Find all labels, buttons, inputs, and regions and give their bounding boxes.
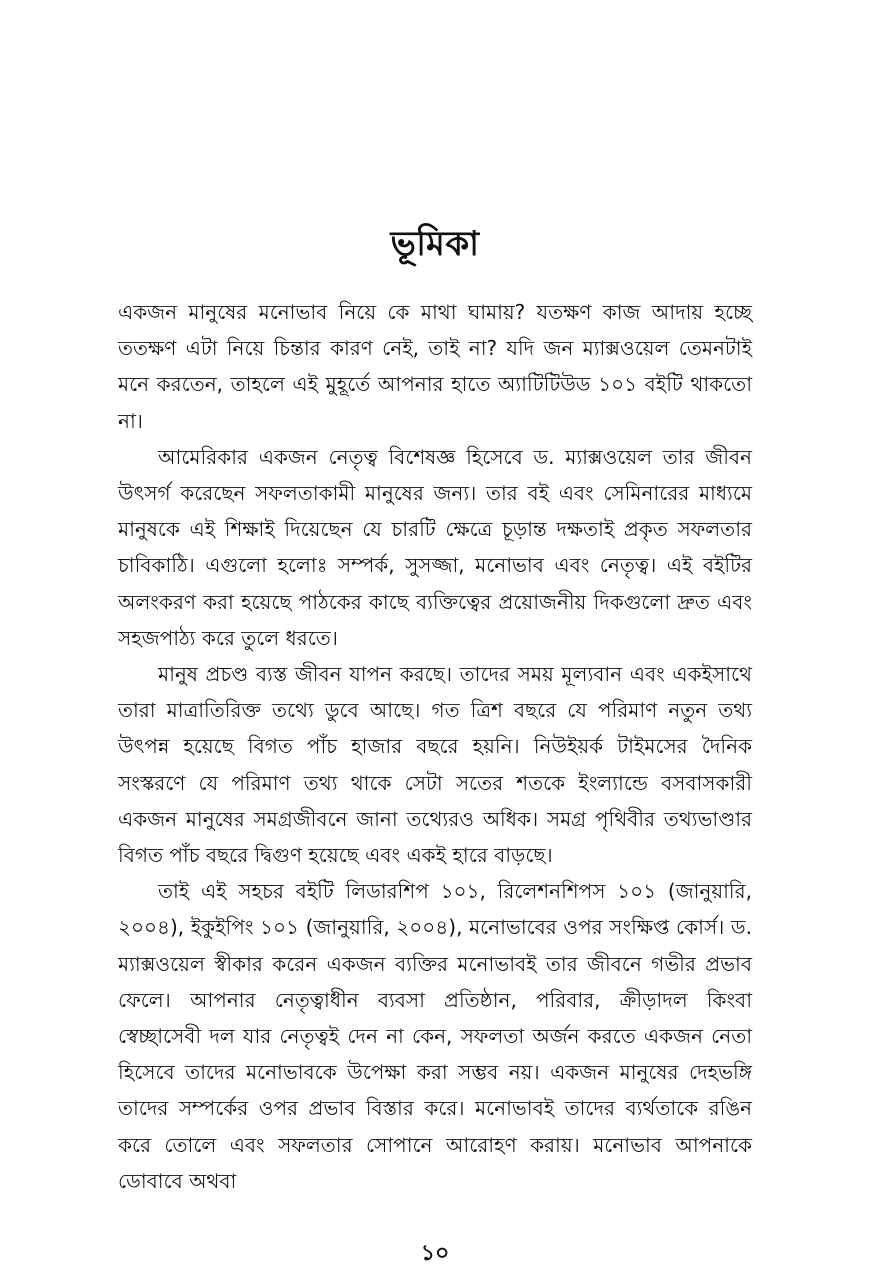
paragraph-1: একজন মানুষের মনোভাব নিয়ে কে মাথা ঘামায়? যতক্ষণ কাজ আদায় হচ্ছে ততক্ষণ এটা নিয়ে চিন্তার কারণ নেই, তাই না? যদি জন ম্যাক্সওয়েল তেমনটাই মনে করতেন, তাহলে এই মুহূর্তে আপনার হাতে অ্যাটিটিউড ১০১ বইটি থাকতো না। (118, 300, 752, 433)
paragraph-3: মানুষ প্রচণ্ড ব্যস্ত জীবন যাপন করছে। তাদের সময় মূল্যবান এবং একইসাথে তারা মাত্রাতিরিক্ত তথ্যে ডুবে আছে। গত ত্রিশ বছরে যে পরিমাণ নতুন তথ্য উৎপন্ন হয়েছে বিগত পাঁচ হাজার বছরে হয়নি। নিউইয়র্ক টাইমসের দৈনিক সংস্করণে যে পরিমাণ তথ্য থাকে সেটা সতের শতকে ইংল্যান্ডে বসবাসকারী একজন মানুষের সমগ্রজীবনে জানা তথ্যেরও অধিক। সমগ্র পৃথিবীর তথ্যভাণ্ডার বিগত পাঁচ বছরে দ্বিগুণ হয়েছে এবং একই হারে বাড়ছে। (118, 662, 752, 868)
page-title: ভূমিকা (390, 224, 480, 264)
paragraph-4: তাই এই সহচর বইটি লিডারশিপ ১০১, রিলেশনশিপস ১০১ (জানুয়ারি, ২০০৪), ইকুইপিং ১০১ (জানুয়ারি, ২০০৪), মনোভাবের ওপর সংক্ষিপ্ত কোর্স। ড. ম্যাক্সওয়েল স্বীকার করেন একজন ব্যক্তির মনোভাবই তার জীবনে গভীর প্রভাব ফেলে। আপনার নেতৃত্বাধীন ব্যবসা প্রতিষ্ঠান, পরিবার, ক্রীড়াদল কিংবা স্বেচ্ছাসেবী দল যার নেতৃত্বই দেন না কেন, সফলতা অর্জন করতে একজন নেতা হিসেবে তাদের মনোভাবকে উপেক্ষা করা সম্ভব নয়। একজন মানুষের দেহভঙ্গি তাদের সম্পর্কের ওপর প্রভাব বিস্তার করে। মনোভাবই তাদের ব্যর্থতাকে রঙিন করে তোলে এবং সফলতার সোপানে আরোহণ করায়। মনোভাব আপনাকে ডোবাবে অথবা (118, 879, 752, 1193)
body-text (118, 294, 752, 1199)
paragraph-2: আমেরিকার একজন নেতৃত্ব বিশেষজ্ঞ হিসেবে ড. ম্যাক্সওয়েল তার জীবন উৎসর্গ করেছেন সফলতাকামী মানুষের জন্য। তার বই এবং সেমিনারের মাধ্যমে মানুষকে এই শিক্ষাই দিয়েছেন যে চারটি ক্ষেত্রে চূড়ান্ত দক্ষতাই প্রকৃত সফলতার চাবিকাঠি। এগুলো হলোঃ সম্পর্ক, সুসজ্জা, মনোভাব এবং নেতৃত্ব। এই বইটির অলংকরণ করা হয়েছে পাঠকের কাছে ব্যক্তিত্বের প্রয়োজনীয় দিকগুলো দ্রুত এবং সহজপাঠ্য করে তুলে ধরতে। (118, 444, 752, 650)
page-number: ১০ (420, 1241, 450, 1266)
